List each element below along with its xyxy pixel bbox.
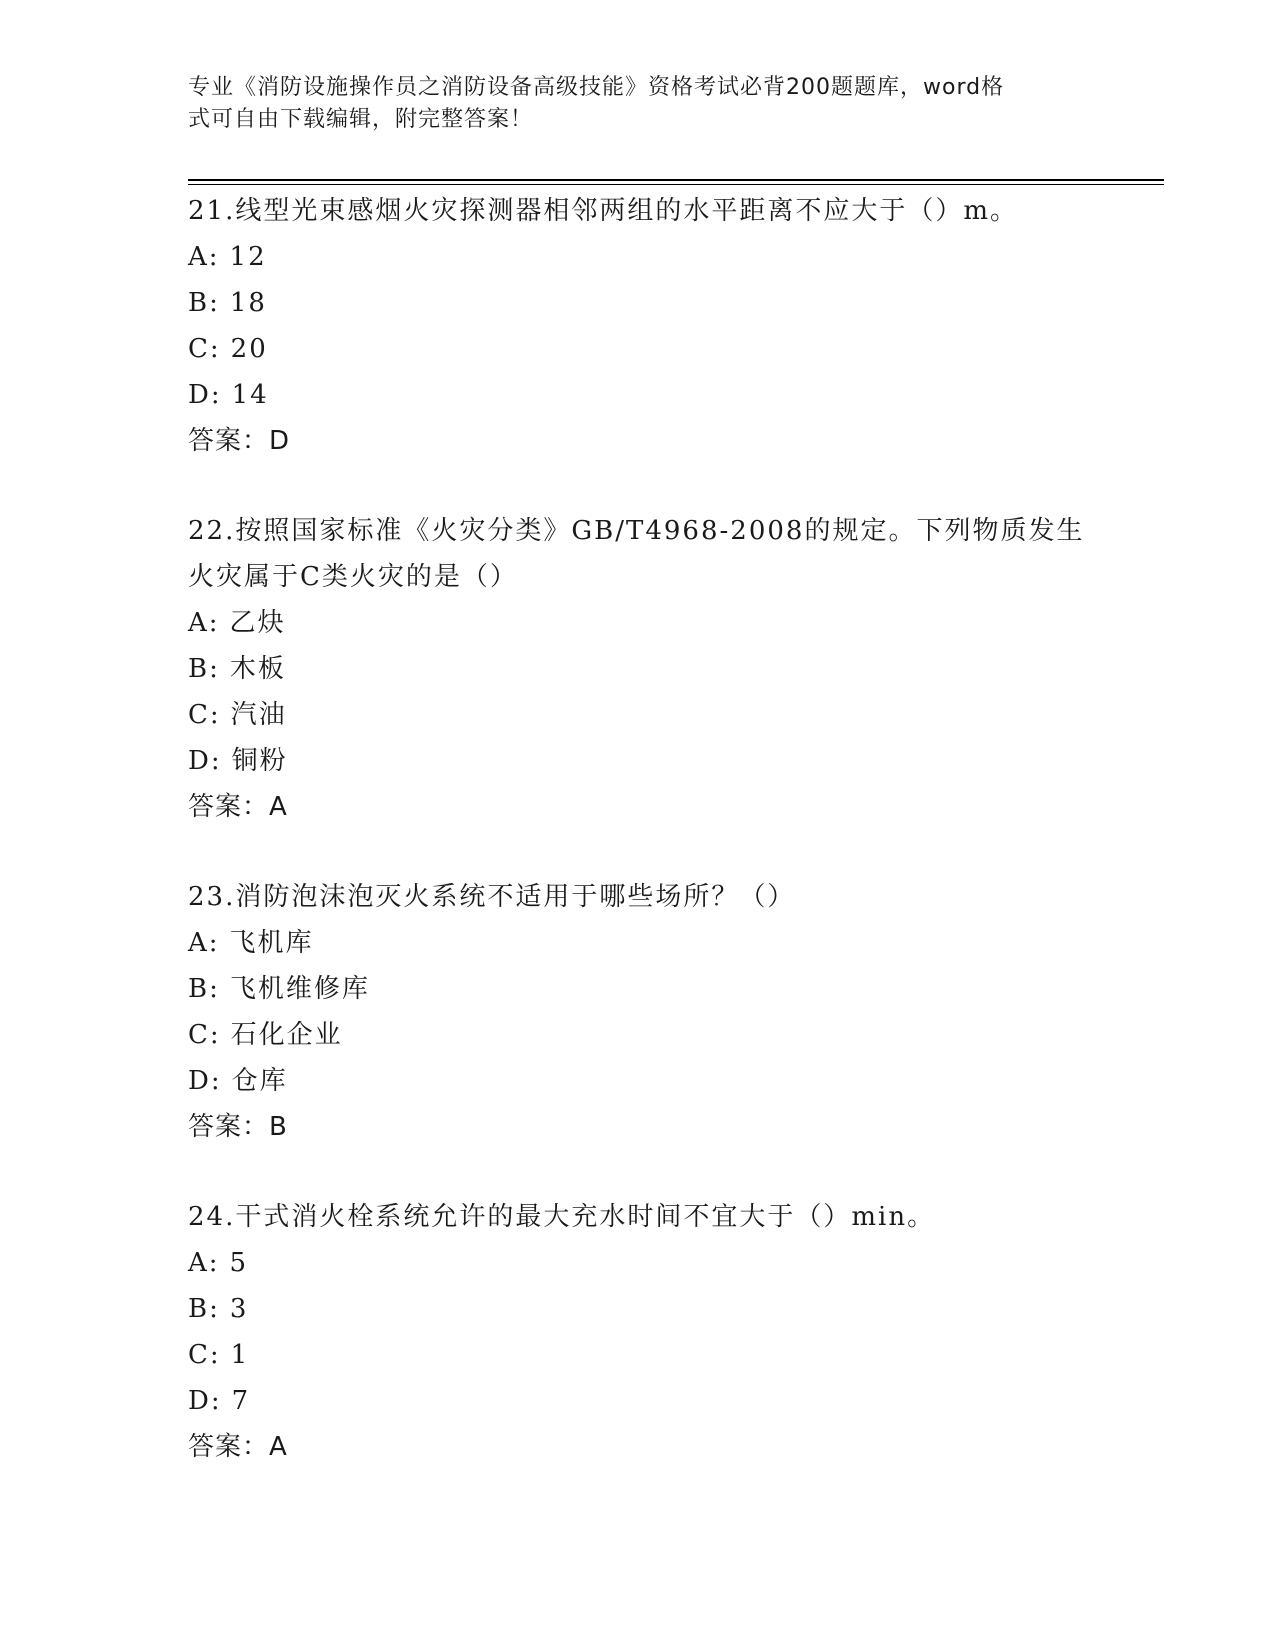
document-header xyxy=(188,72,1068,136)
option-d xyxy=(188,1378,1088,1424)
header-divider-thick xyxy=(188,179,1164,181)
option-a xyxy=(188,234,1088,280)
option-text: 汽油 xyxy=(230,700,287,730)
option-letter: A: xyxy=(188,1248,220,1278)
option-letter: A: xyxy=(188,242,220,272)
option-text: 铜粉 xyxy=(231,746,288,776)
option-text: 14 xyxy=(231,380,269,410)
option-letter: A: xyxy=(188,928,220,958)
option-c xyxy=(188,692,1088,738)
option-letter: C: xyxy=(188,1020,221,1050)
question-stem: 21.线型光束感烟火灾探测器相邻两组的水平距离不应大于（）m。 xyxy=(188,196,1019,226)
option-letter: A: xyxy=(188,608,220,638)
option-b xyxy=(188,966,1088,1012)
header-divider-thin xyxy=(188,184,1164,185)
question-24 xyxy=(188,1194,1088,1470)
question-23 xyxy=(188,874,1088,1150)
option-text: 1 xyxy=(230,1340,250,1370)
option-letter: C: xyxy=(188,700,221,730)
option-d xyxy=(188,372,1088,418)
option-c xyxy=(188,1332,1088,1378)
option-text: 石化企业 xyxy=(230,1020,343,1050)
question-21 xyxy=(188,188,1088,464)
option-a xyxy=(188,600,1088,646)
question-list xyxy=(188,188,1088,1514)
question-stem: 24.干式消火栓系统允许的最大充水时间不宜大于（）min。 xyxy=(188,1202,936,1232)
header-line-1: 专业《消防设施操作员之消防设备高级技能》资格考试必背200题题库，word格 xyxy=(188,75,1005,100)
option-letter: C: xyxy=(188,334,221,364)
option-text: 飞机库 xyxy=(229,928,314,958)
option-letter: B: xyxy=(188,1294,220,1324)
option-b xyxy=(188,646,1088,692)
option-b xyxy=(188,280,1088,326)
option-text: 12 xyxy=(229,242,267,272)
option-text: 18 xyxy=(229,288,267,318)
option-text: 木板 xyxy=(229,654,286,684)
question-stem: 23.消防泡沫泡灭火系统不适用于哪些场所？（） xyxy=(188,882,796,912)
option-b xyxy=(188,1286,1088,1332)
answer-line: 答案：A xyxy=(188,1432,288,1462)
option-text: 乙炔 xyxy=(229,608,286,638)
option-letter: D: xyxy=(188,380,222,410)
option-c xyxy=(188,1012,1088,1058)
option-text: 3 xyxy=(229,1294,249,1324)
question-22 xyxy=(188,508,1088,830)
question-stem: 22.按照国家标准《火灾分类》GB/T4968-2008的规定。下列物质发生火灾属于C类火灾的是（） xyxy=(188,516,1085,592)
answer-line: 答案：D xyxy=(188,426,291,456)
option-text: 5 xyxy=(229,1248,249,1278)
option-d xyxy=(188,1058,1088,1104)
option-letter: B: xyxy=(188,974,220,1004)
option-letter: B: xyxy=(188,654,220,684)
option-a xyxy=(188,1240,1088,1286)
option-letter: B: xyxy=(188,288,220,318)
option-text: 飞机维修库 xyxy=(229,974,370,1004)
option-text: 7 xyxy=(231,1386,251,1416)
answer-line: 答案：A xyxy=(188,792,288,822)
option-d xyxy=(188,738,1088,784)
option-text: 20 xyxy=(230,334,268,364)
option-letter: D: xyxy=(188,746,222,776)
option-letter: D: xyxy=(188,1066,222,1096)
answer-line: 答案：B xyxy=(188,1112,288,1142)
option-a xyxy=(188,920,1088,966)
option-letter: D: xyxy=(188,1386,222,1416)
option-c xyxy=(188,326,1088,372)
option-text: 仓库 xyxy=(231,1066,288,1096)
header-line-2: 式可自由下载编辑，附完整答案！ xyxy=(188,107,534,132)
option-letter: C: xyxy=(188,1340,221,1370)
